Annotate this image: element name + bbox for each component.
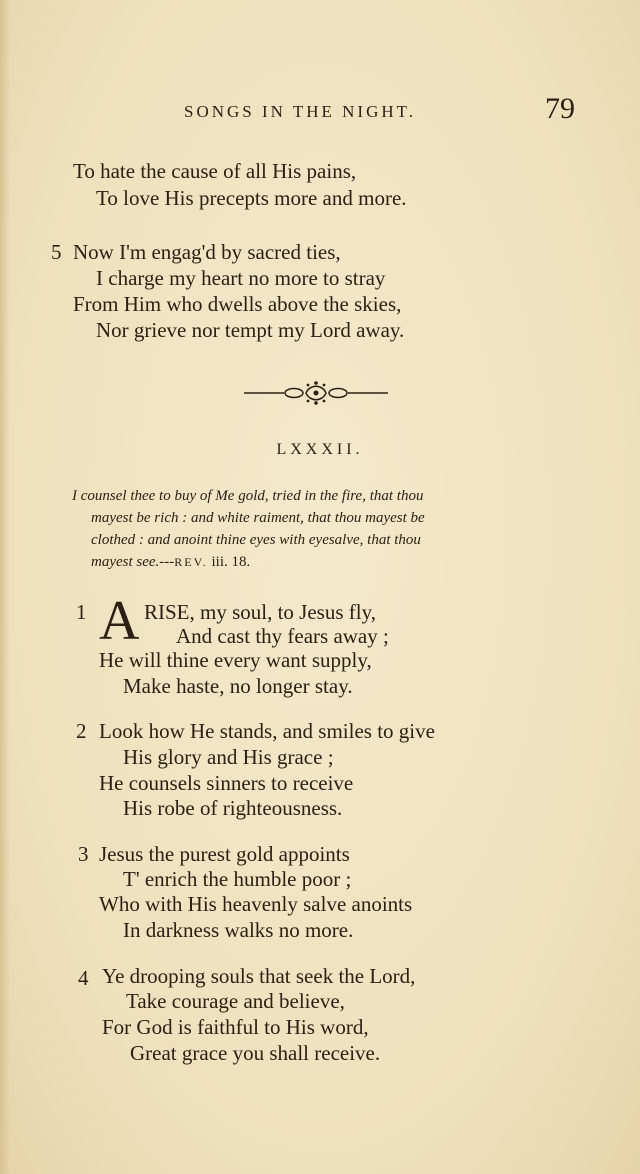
stanza-line: His glory and His grace ;	[123, 745, 334, 769]
stanza-number: 5	[51, 240, 62, 264]
stanza-number: 1	[76, 600, 87, 624]
stanza-line: In darkness walks no more.	[123, 918, 354, 942]
stanza-line: From Him who dwells above the skies,	[73, 292, 402, 316]
scripture-citation: iii. 18.	[211, 554, 251, 570]
stanza-line: Nor grieve nor tempt my Lord away.	[96, 318, 405, 342]
stanza-line: He counsels sinners to receive	[99, 771, 354, 795]
stanza-line: Take courage and believe,	[126, 989, 345, 1013]
epigraph-reference-line	[91, 555, 250, 570]
ornamental-divider-icon	[242, 378, 390, 408]
epigraph-line: mayest be rich : and white raiment, that thou mayest be	[91, 510, 425, 526]
stanza-line: T' enrich the humble poor ;	[123, 867, 352, 891]
stanza-number: 4	[78, 966, 89, 990]
page-number: 79	[545, 92, 575, 125]
running-head-title: SONGS IN THE NIGHT.	[183, 102, 417, 121]
stanza-line: His robe of righteousness.	[123, 796, 343, 820]
stanza-line: Great grace you shall receive.	[130, 1041, 381, 1065]
stanza-line: Look how He stands, and smiles to give	[99, 719, 435, 743]
stanza-number: 3	[78, 842, 89, 866]
drop-cap-letter: A	[99, 590, 140, 652]
epigraph-line: clothed : and anoint thine eyes with eyesalve, that thou	[91, 532, 421, 548]
stanza-line: Jesus the purest gold appoints	[99, 842, 350, 866]
stanza-line: For God is faithful to His word,	[102, 1015, 369, 1039]
scripture-book: REV.	[174, 555, 208, 569]
stanza-line: Who with His heavenly salve anoints	[99, 892, 413, 916]
hymn-number: LXXXII.	[276, 441, 364, 458]
epigraph-line-end: mayest see.---	[91, 554, 175, 570]
epigraph-line: I counsel thee to buy of Me gold, tried in the fire, that thou	[72, 488, 424, 504]
previous-stanza-line: To love His precepts more and more.	[96, 186, 407, 210]
stanza-line: Make haste, no longer stay.	[123, 674, 353, 698]
stanza-first-line: RISE, my soul, to Jesus fly,	[144, 600, 376, 624]
stanza-line: I charge my heart no more to stray	[96, 266, 386, 290]
stanza-line: Now I'm engag'd by sacred ties,	[73, 240, 341, 264]
stanza-line: He will thine every want supply,	[99, 648, 372, 672]
page-gutter-shadow	[0, 0, 10, 1174]
stanza-number: 2	[76, 719, 87, 743]
stanza-line: And cast thy fears away ;	[176, 624, 389, 648]
stanza-line: Ye drooping souls that seek the Lord,	[102, 964, 416, 988]
previous-stanza-line: To hate the cause of all His pains,	[73, 159, 357, 183]
